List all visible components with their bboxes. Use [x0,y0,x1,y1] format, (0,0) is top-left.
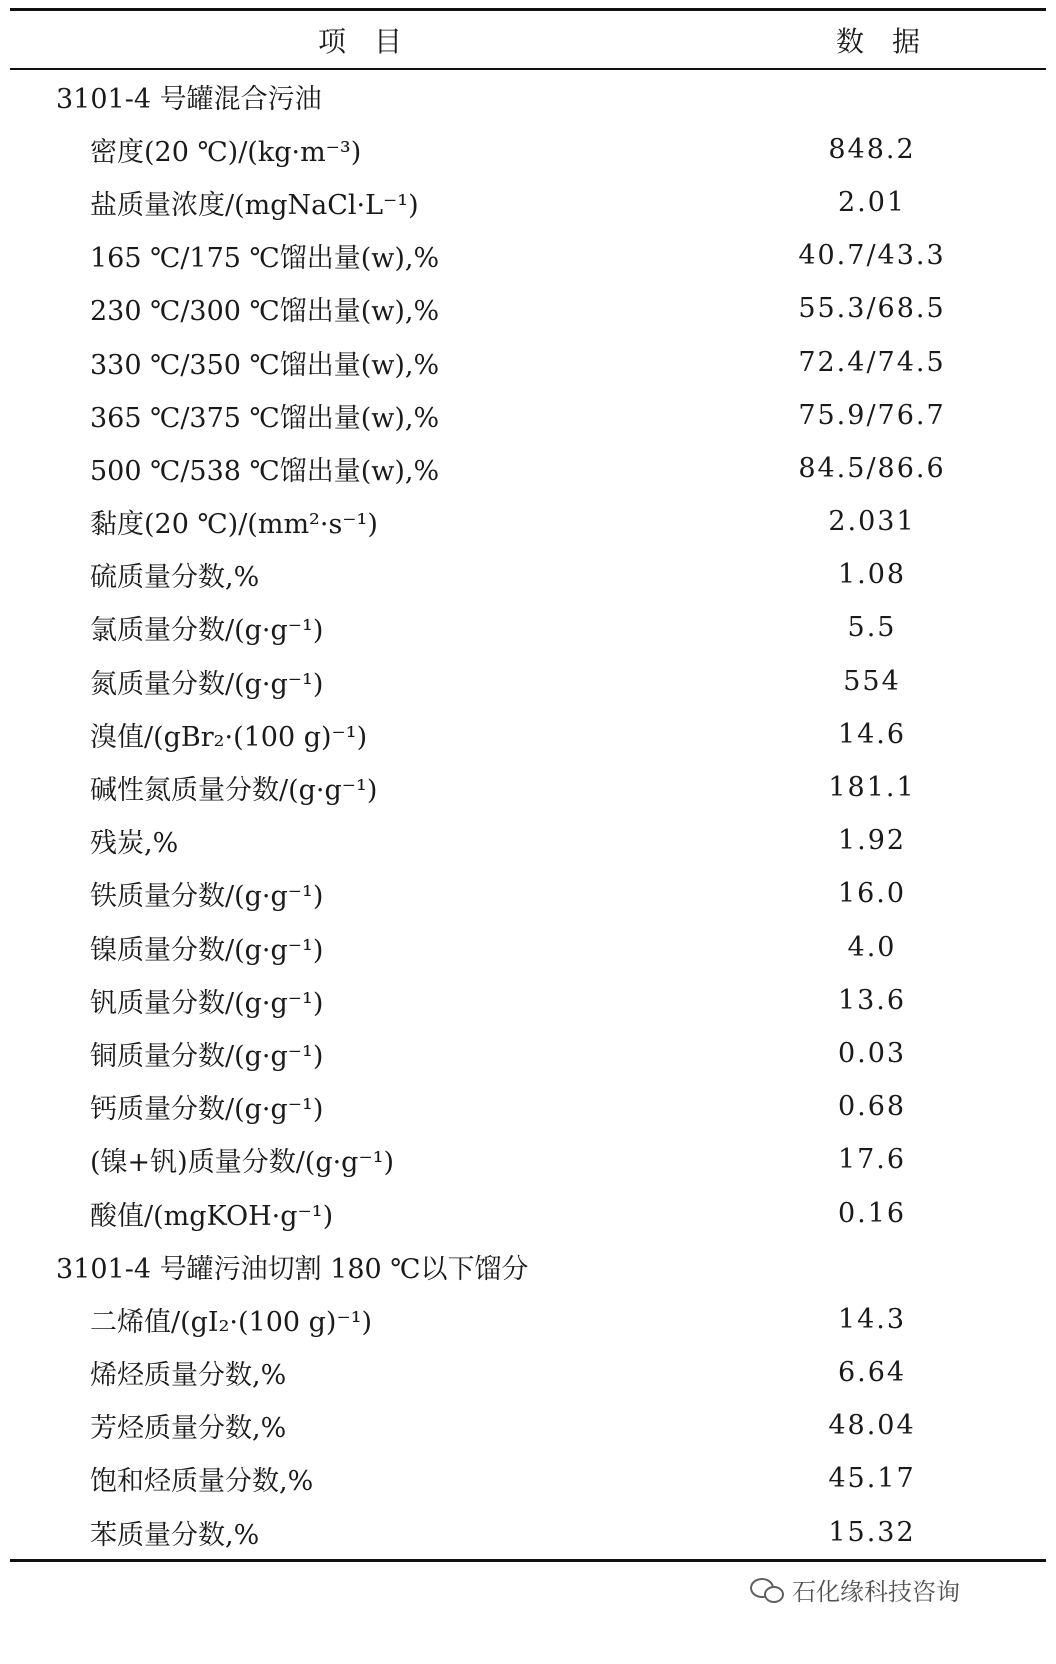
row-value: 0.03 [837,1037,907,1069]
row-value: 40.7/43.3 [798,240,946,272]
row-value: 554 [843,665,901,697]
row-label: 二烯值/(gI₂·(100 g)⁻¹) [90,1306,373,1338]
row-label: 饱和烃质量分数,% [90,1466,314,1498]
table-row [10,282,1046,335]
row-value: 0.16 [837,1197,907,1229]
table-row [10,867,1046,920]
row-label: 烯烃质量分数,% [90,1360,287,1392]
row-label: 黏度(20 ℃)/(mm²·s⁻¹) [90,509,378,541]
row-label: 溴值/(gBr₂·(100 g)⁻¹) [90,721,368,753]
row-label: 钙质量分数/(g·g⁻¹) [90,1094,324,1126]
row-value: 5.5 [847,612,897,644]
watermark-text: 石化缘科技咨询 [792,1578,960,1606]
row-label: 盐质量浓度/(mgNaCl·L⁻¹) [90,189,419,221]
table-row [10,1399,1046,1452]
row-value: 72.4/74.5 [798,346,946,378]
row-label: 芳烃质量分数,% [90,1413,287,1445]
row-label: 镍质量分数/(g·g⁻¹) [90,934,324,966]
table-row [10,548,1046,601]
row-value: 2.031 [828,506,916,538]
table-row [10,655,1046,708]
section-row [10,70,1046,123]
row-value: 48.04 [828,1410,916,1442]
row-label: 230 ℃/300 ℃馏出量(w),% [90,296,440,328]
table-row [10,814,1046,867]
row-label: 氯质量分数/(g·g⁻¹) [90,615,324,647]
row-label: 3101-4 号罐混合污油 [56,83,322,115]
wechat-icon [750,1578,784,1602]
row-value: 14.3 [837,1303,907,1335]
section-row [10,1240,1046,1293]
table-row [10,335,1046,388]
table-row [10,176,1046,229]
data-table [10,8,1046,1562]
table-row [10,1133,1046,1186]
row-label: 酸值/(mgKOH·g⁻¹) [90,1200,334,1232]
table-body [10,70,1046,1559]
row-label: 残炭,% [90,828,179,860]
row-label: 3101-4 号罐污油切割 180 ℃以下馏分 [56,1253,529,1285]
row-value: 1.08 [837,559,907,591]
header-item: 项目 [317,24,430,58]
watermark [750,1572,960,1607]
table-bottom-rule [10,1559,1046,1562]
table-row [10,1452,1046,1505]
row-value: 0.68 [837,1091,907,1123]
row-value: 14.6 [837,718,907,750]
row-value: 17.6 [837,1144,907,1176]
table-header [10,11,1046,68]
row-value: 15.32 [828,1516,916,1548]
table-row [10,601,1046,654]
row-value: 84.5/86.6 [798,452,946,484]
row-label: 铜质量分数/(g·g⁻¹) [90,1040,324,1072]
row-label: (镍+钒)质量分数/(g·g⁻¹) [90,1147,395,1179]
table-row [10,442,1046,495]
row-label: 365 ℃/375 ℃馏出量(w),% [90,402,440,434]
row-label: 碱性氮质量分数/(g·g⁻¹) [90,775,378,807]
row-value: 75.9/76.7 [798,399,946,431]
row-label: 苯质量分数,% [90,1519,260,1551]
row-label: 165 ℃/175 ℃馏出量(w),% [90,243,440,275]
row-value: 848.2 [828,133,916,165]
row-value: 2.01 [837,186,907,218]
row-label: 钒质量分数/(g·g⁻¹) [90,987,324,1019]
row-value: 55.3/68.5 [798,293,946,325]
row-value: 1.92 [837,825,907,857]
table-row [10,921,1046,974]
table-row [10,708,1046,761]
table-row [10,974,1046,1027]
table-row [10,1027,1046,1080]
header-data: 数据 [835,24,948,58]
table-row [10,1293,1046,1346]
table-row [10,1080,1046,1133]
row-label: 氮质量分数/(g·g⁻¹) [90,668,324,700]
row-value: 4.0 [847,931,897,963]
table-row [10,761,1046,814]
table-row [10,495,1046,548]
table-row [10,1346,1046,1399]
table-row [10,1506,1046,1559]
table-row [10,123,1046,176]
row-label: 铁质量分数/(g·g⁻¹) [90,881,324,913]
row-value: 6.64 [837,1357,907,1389]
table-row [10,1186,1046,1239]
row-label: 硫质量分数,% [90,562,260,594]
row-label: 330 ℃/350 ℃馏出量(w),% [90,349,440,381]
row-value: 45.17 [828,1463,916,1495]
row-value: 13.6 [837,984,907,1016]
table-row [10,229,1046,282]
row-value: 181.1 [828,772,916,804]
row-label: 500 ℃/538 ℃馏出量(w),% [90,455,440,487]
table-row [10,389,1046,442]
row-value: 16.0 [837,878,907,910]
row-label: 密度(20 ℃)/(kg·m⁻³) [90,136,362,168]
